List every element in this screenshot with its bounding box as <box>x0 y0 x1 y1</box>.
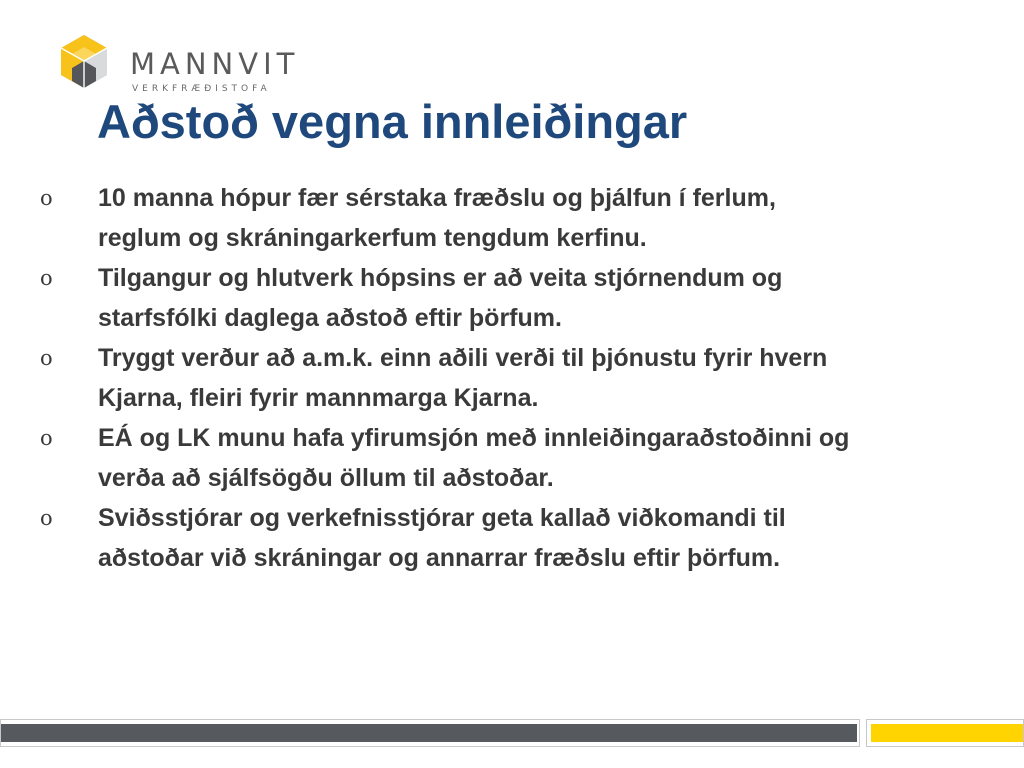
mannvit-logo <box>58 34 318 98</box>
bullet-circle-icon: o <box>40 426 53 450</box>
bullet-item <box>40 338 1000 418</box>
footer-bar-yellow-fill <box>871 724 1023 742</box>
bullet-text-line: 10 manna hópur fær sérstaka fræðslu og þjálfun í ferlum, <box>98 184 776 212</box>
bullet-text-line: starfsfólki daglega aðstoð eftir þörfum. <box>98 304 562 332</box>
bullet-text-line: Kjarna, fleiri fyrir mannmarga Kjarna. <box>98 384 539 412</box>
bullet-circle-icon: o <box>40 266 53 290</box>
mannvit-logo-icon <box>58 34 110 90</box>
bullet-item <box>40 178 1000 258</box>
bullet-text-line: reglum og skráningarkerfum tengdum kerfinu. <box>98 224 647 252</box>
logo-wordmark: MANNVIT <box>130 47 300 81</box>
bullet-item <box>40 498 1000 578</box>
bullet-text-line: EÁ og LK munu hafa yfirumsjón með innleiðingaraðstoðinni og <box>98 424 850 452</box>
slide-title: Aðstoð vegna innleiðingar <box>97 95 688 148</box>
bullet-circle-icon: o <box>40 186 53 210</box>
bullet-circle-icon: o <box>40 346 53 370</box>
bullet-list <box>40 178 1000 578</box>
bullet-text-line: Tilgangur og hlutverk hópsins er að veita stjórnendum og <box>98 264 783 292</box>
bullet-text-line: verða að sjálfsögðu öllum til aðstoðar. <box>98 464 554 492</box>
bullet-text-line: Tryggt verður að a.m.k. einn aðili verði til þjónustu fyrir hvern <box>98 344 828 372</box>
footer-bar-gray <box>0 719 860 747</box>
bullet-item <box>40 258 1000 338</box>
footer-bar-yellow <box>866 719 1024 747</box>
logo-tagline: VERKFRÆÐISTOFA <box>132 84 271 94</box>
bullet-text-line: Sviðsstjórar og verkefnisstjórar geta kallað viðkomandi til <box>98 504 786 532</box>
bullet-text-line: aðstoðar við skráningar og annarrar fræðslu eftir þörfum. <box>98 544 781 572</box>
bullet-item <box>40 418 1000 498</box>
footer-bar-gray-fill <box>1 724 857 742</box>
bullet-circle-icon: o <box>40 506 53 530</box>
